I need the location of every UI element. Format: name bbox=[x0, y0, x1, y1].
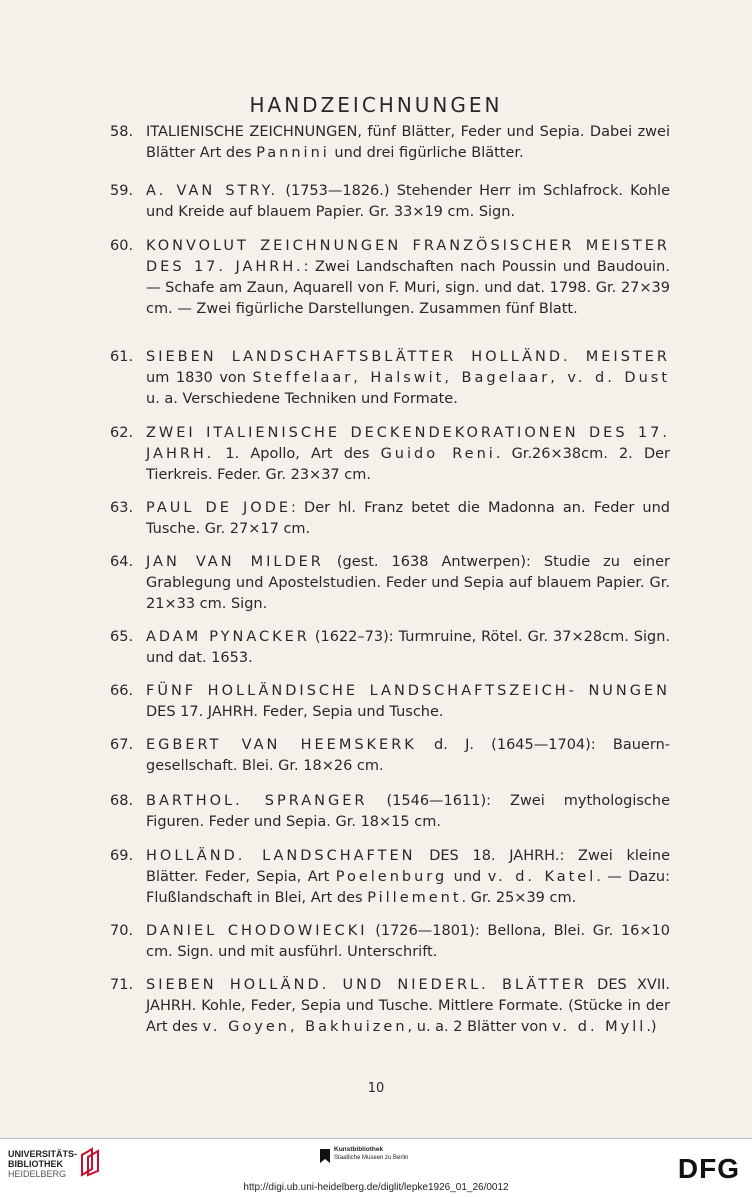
entry-text-run: (1753—1826.) Stehender Herr im Schlafrock. Kohle und Kreide auf blauem Papier. Gr. 33×19 cm. Sign. bbox=[146, 183, 670, 220]
entry-number: 65. bbox=[110, 629, 134, 645]
entry-text bbox=[146, 921, 670, 963]
entry-69 bbox=[110, 846, 670, 909]
entry-text-run: (1726—1801): Bellona, Blei. Gr. 16×10 cm. Sign. und mit ausführl. Unterschrift. bbox=[146, 923, 670, 960]
entry-text-run: und drei figürliche Blätter. bbox=[329, 145, 524, 161]
entry-text bbox=[146, 735, 670, 777]
entry-text bbox=[146, 552, 670, 615]
entry-number: 69. bbox=[110, 848, 134, 864]
entry-number: 63. bbox=[110, 500, 134, 516]
spaced-name: Guido Reni bbox=[380, 446, 496, 462]
entry-number: 58. bbox=[110, 124, 134, 140]
page-heading: HANDZEICHNUNGEN bbox=[249, 93, 503, 117]
entry-text-run: : Der hl. Franz betet die Madonna an. Feder und Tusche. Gr. 27×17 cm. bbox=[146, 500, 670, 537]
entry-number: 59. bbox=[110, 183, 134, 199]
entry-text-run: (gest. 1638 Antwerpen): Studie zu einer Grablegung und Apostelstudien. Feder und Sepia auf blauem Papier. Gr. 21×33 cm. Sign. bbox=[146, 554, 671, 612]
entry-number: 70. bbox=[110, 923, 134, 939]
entry-67 bbox=[110, 735, 670, 777]
entry-60 bbox=[110, 236, 670, 320]
university-logo-icon bbox=[78, 1147, 104, 1177]
entry-text-run: d. J. (1645—1704): Bauern- gesellschaft. Blei. Gr. 18×26 cm. bbox=[146, 737, 670, 774]
entry-text-run: ITALIENISCHE ZEICHNUNGEN bbox=[146, 124, 358, 140]
entry-text bbox=[146, 236, 670, 320]
spaced-name: Poelenburg bbox=[335, 869, 448, 885]
spaced-name: Pannini bbox=[256, 145, 330, 161]
spaced-name: SIEBEN LANDSCHAFTSBLÄTTER HOLLÄND. MEISTER bbox=[146, 349, 670, 365]
entry-text-run: DES XVII. JAHRH. Kohle, Feder, Sepia und Tusche. Mittlere Formate. (Stücke in der Art des bbox=[146, 977, 671, 1035]
entry-text-run: 1. Apollo, Art des bbox=[214, 446, 381, 462]
uni-line: HEIDELBERG bbox=[8, 1169, 67, 1179]
entry-number: 61. bbox=[110, 349, 134, 365]
entry-number: 60. bbox=[110, 238, 134, 254]
entry-text bbox=[146, 181, 670, 223]
kunstbibliothek-label bbox=[334, 1146, 408, 1162]
uni-line: BIBLIOTHEK bbox=[8, 1159, 63, 1169]
entry-68 bbox=[110, 791, 670, 833]
spaced-name: FÜNF HOLLÄNDISCHE LANDSCHAFTSZEICH- NUNGEN bbox=[146, 683, 670, 699]
spaced-name: Pillement bbox=[367, 890, 462, 906]
entry-number: 67. bbox=[110, 737, 134, 753]
entry-66 bbox=[110, 681, 670, 723]
university-library-label bbox=[8, 1149, 77, 1179]
uni-line: UNIVERSITÄTS- bbox=[8, 1149, 78, 1159]
entry-text-run: . — Dazu: Flußlandschaft in Blei, Art des bbox=[146, 869, 670, 906]
spaced-name: SIEBEN HOLLÄND. UND NIEDERL. BLÄTTER bbox=[146, 977, 587, 993]
entry-text-run: DES 17. JAHRH. Feder, Sepia und Tusche. bbox=[146, 704, 444, 720]
entry-61 bbox=[110, 347, 670, 410]
spaced-name: v. d. Myll bbox=[552, 1019, 647, 1035]
entry-text bbox=[146, 498, 670, 540]
entry-64 bbox=[110, 552, 670, 615]
spaced-name: BARTHOL. SPRANGER bbox=[146, 793, 368, 809]
entry-text bbox=[146, 347, 670, 410]
entry-text bbox=[146, 627, 670, 669]
spaced-name: KONVOLUT ZEICHNUNGEN FRANZÖSISCHER MEISTER DES 17. JAHRH. bbox=[146, 238, 670, 275]
entry-text-run: , u. a. 2 Blätter von bbox=[407, 1019, 553, 1035]
entry-text-run: um 1830 von bbox=[146, 370, 253, 386]
entry-text bbox=[146, 122, 670, 164]
entry-number: 62. bbox=[110, 425, 134, 441]
entry-text-run: (1546—1611): Zwei mythologische Figuren. Feder und Sepia. Gr. 18×15 cm. bbox=[146, 793, 671, 830]
entry-text-run: . Gr. 25×39 cm. bbox=[461, 890, 577, 906]
spaced-name: Steffelaar, Halswit, Bagelaar, v. d. Dust bbox=[252, 370, 671, 386]
spaced-name: ZWEI ITALIENISCHE DECKENDEKORATIONEN DES 17. JAHRH. bbox=[146, 425, 670, 462]
entry-text-run: .) bbox=[646, 1019, 657, 1035]
entry-text-run: . Gr.26×38cm. 2. Der Tierkreis. Feder. Gr. 23×37 cm. bbox=[146, 446, 670, 483]
entry-text bbox=[146, 846, 670, 909]
entry-58 bbox=[110, 122, 670, 164]
kunstbibliothek-logo-icon bbox=[320, 1149, 330, 1163]
spaced-name: HOLLÄND. LANDSCHAFTEN bbox=[146, 848, 416, 864]
spaced-name: PAUL DE JODE bbox=[146, 500, 292, 516]
entry-text-run: DES 18. JAHRH.: Zwei kleine Blätter. Feder, Sepia, Art bbox=[146, 848, 670, 885]
entry-text-run: und bbox=[447, 869, 488, 885]
entry-62 bbox=[110, 423, 670, 486]
entry-number: 66. bbox=[110, 683, 134, 699]
entry-text-run: : Zwei Landschaften nach Poussin und Baudouin. — Schafe am Zaun, Aquarell von F. Muri, sign. und dat. 1798. Gr. 27×39 cm. — Zwei figürliche Darstellungen. Zusammen fünf Blatt. bbox=[146, 259, 670, 317]
spaced-name: EGBERT VAN HEEMSKERK bbox=[146, 737, 417, 753]
entry-text-run: u. a. Verschiedene Techniken und Formate. bbox=[146, 391, 458, 407]
entry-text bbox=[146, 423, 670, 486]
viewer-footer bbox=[0, 1138, 752, 1197]
entry-text bbox=[146, 975, 670, 1038]
entry-71 bbox=[110, 975, 670, 1038]
entry-text bbox=[146, 791, 670, 833]
dfg-logo: DFG bbox=[677, 1153, 740, 1184]
kb-title: Kunstbibliothek bbox=[334, 1146, 384, 1153]
spaced-name: DANIEL CHODOWIECKI bbox=[146, 923, 368, 939]
entry-number: 68. bbox=[110, 793, 134, 809]
spaced-name: JAN VAN MILDER bbox=[146, 554, 324, 570]
entry-65 bbox=[110, 627, 670, 669]
spaced-name: A. VAN STRY. bbox=[146, 183, 279, 199]
page-number: 10 bbox=[367, 1081, 385, 1096]
entry-59 bbox=[110, 181, 670, 223]
spaced-name: ADAM PYNACKER bbox=[146, 629, 310, 645]
entry-text bbox=[146, 681, 670, 723]
page-url[interactable]: http://digi.ub.uni-heidelberg.de/diglit/lepke1926_01_26/0012 bbox=[243, 1182, 509, 1193]
spaced-name: v. Goyen, Bakhuizen bbox=[202, 1019, 408, 1035]
entry-text-run: (1622–73): Turmruine, Rötel. Gr. 37×28cm. Sign. und dat. 1653. bbox=[146, 629, 670, 666]
entry-number: 64. bbox=[110, 554, 134, 570]
spaced-name: v. d. Katel bbox=[487, 869, 597, 885]
entry-70 bbox=[110, 921, 670, 963]
kb-subtitle: Staatliche Museen zu Berlin bbox=[334, 1155, 409, 1161]
entry-text-run: , fünf Blätter, Feder und Sepia. Dabei zwei Blätter Art des bbox=[146, 124, 670, 161]
entry-63 bbox=[110, 498, 670, 540]
entry-number: 71. bbox=[110, 977, 134, 993]
